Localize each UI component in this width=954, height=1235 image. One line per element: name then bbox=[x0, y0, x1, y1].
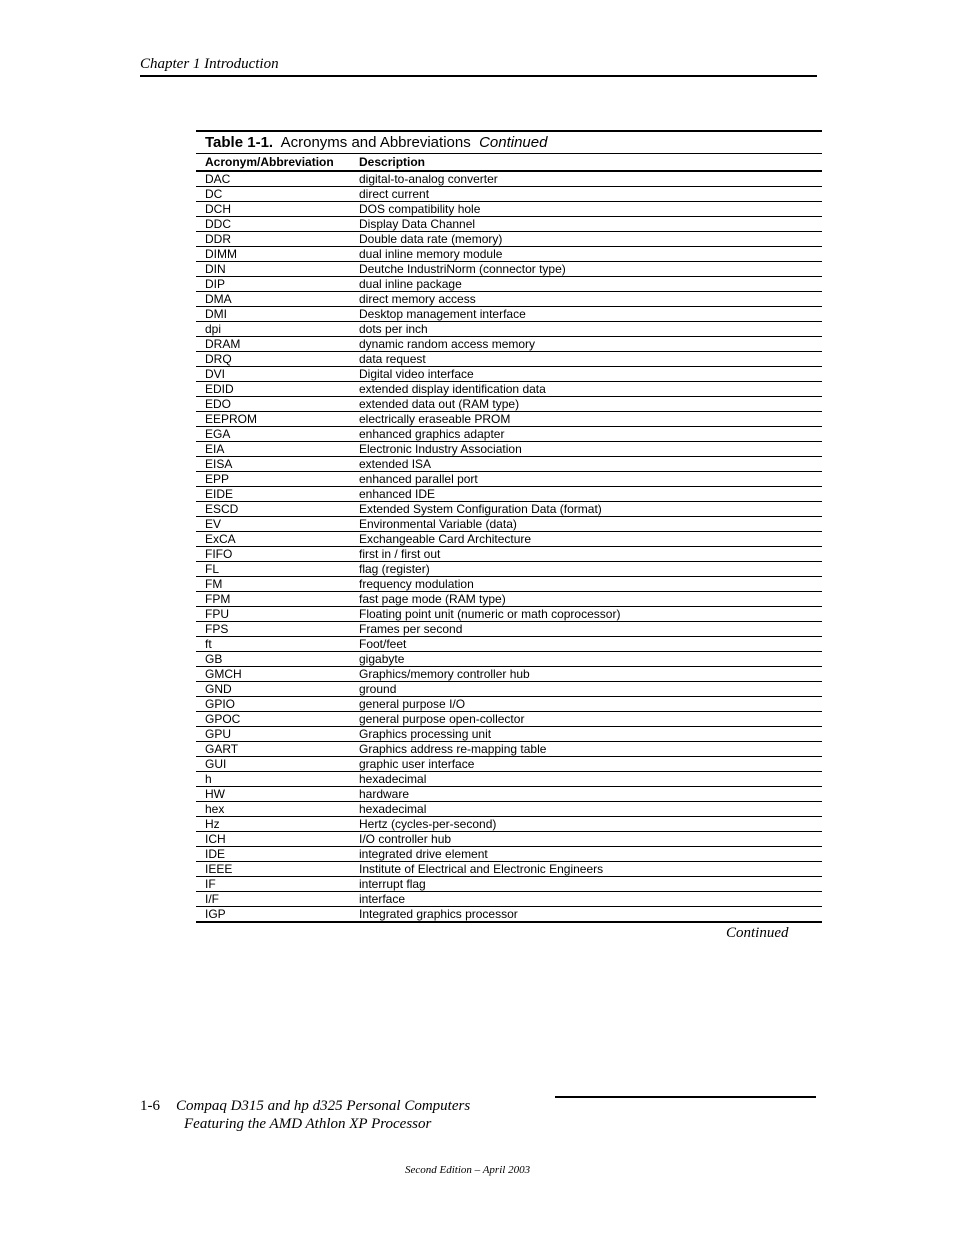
header-rule bbox=[140, 75, 817, 77]
table-row bbox=[196, 682, 822, 697]
acronym-cell: DC bbox=[205, 187, 223, 201]
acronym-cell: FPU bbox=[205, 607, 229, 621]
table-header-row bbox=[196, 153, 822, 172]
acronym-cell: DDR bbox=[205, 232, 231, 246]
table-row bbox=[196, 352, 822, 367]
description-cell: flag (register) bbox=[359, 562, 430, 576]
table-row bbox=[196, 757, 822, 772]
description-cell: Environmental Variable (data) bbox=[359, 517, 517, 531]
table-row bbox=[196, 637, 822, 652]
table-row bbox=[196, 247, 822, 262]
description-cell: Graphics/memory controller hub bbox=[359, 667, 530, 681]
edition-note: Second Edition – April 2003 bbox=[405, 1164, 531, 1176]
chapter-header: Chapter 1 Introduction bbox=[140, 56, 279, 72]
description-cell: fast page mode (RAM type) bbox=[359, 592, 506, 606]
acronym-cell: DAC bbox=[205, 172, 231, 186]
acronym-cell: EGA bbox=[205, 427, 231, 441]
description-cell: Double data rate (memory) bbox=[359, 232, 503, 246]
description-cell: first in / first out bbox=[359, 547, 441, 561]
acronym-cell: IDE bbox=[205, 847, 226, 861]
acronym-cell: DDC bbox=[205, 217, 231, 231]
description-cell: Graphics processing unit bbox=[359, 727, 492, 741]
acronym-cell: DRAM bbox=[205, 337, 241, 351]
table-row bbox=[196, 742, 822, 757]
acronym-cell: GART bbox=[205, 742, 239, 756]
acronym-cell: h bbox=[205, 772, 212, 786]
acronym-cell: dpi bbox=[205, 322, 222, 336]
table-caption bbox=[196, 132, 822, 153]
table-row bbox=[196, 847, 822, 862]
acronym-cell: EIDE bbox=[205, 487, 234, 501]
table-row bbox=[196, 697, 822, 712]
acronym-cell: EDID bbox=[205, 382, 234, 396]
acronym-cell: FIFO bbox=[205, 547, 233, 561]
description-cell: frequency modulation bbox=[359, 577, 474, 591]
description-cell: Digital video interface bbox=[359, 367, 474, 381]
acronym-cell: GMCH bbox=[205, 667, 242, 681]
table-row bbox=[196, 382, 822, 397]
table-row bbox=[196, 172, 822, 187]
description-cell: data request bbox=[359, 352, 426, 366]
acronym-cell: ExCA bbox=[205, 532, 236, 546]
acronym-cell: FL bbox=[205, 562, 220, 576]
description-cell: dots per inch bbox=[359, 322, 428, 336]
acronym-cell: GUI bbox=[205, 757, 227, 771]
acronym-cell: EPP bbox=[205, 472, 230, 486]
description-cell: enhanced parallel port bbox=[359, 472, 478, 486]
acronym-cell: GND bbox=[205, 682, 232, 696]
description-cell: general purpose I/O bbox=[359, 697, 466, 711]
acronym-cell: Hz bbox=[205, 817, 220, 831]
description-cell: dynamic random access memory bbox=[359, 337, 536, 351]
description-cell: integrated drive element bbox=[359, 847, 488, 861]
description-cell: Deutche IndustriNorm (connector type) bbox=[359, 262, 566, 276]
table-row bbox=[196, 187, 822, 202]
table-caption-continued: Continued bbox=[479, 134, 548, 151]
acronym-cell: EEPROM bbox=[205, 412, 258, 426]
description-cell: Graphics address re-mapping table bbox=[359, 742, 547, 756]
table-row bbox=[196, 577, 822, 592]
description-cell: interface bbox=[359, 892, 406, 906]
description-cell: Display Data Channel bbox=[359, 217, 476, 231]
footer-rule bbox=[555, 1096, 816, 1098]
table-row bbox=[196, 802, 822, 817]
table-row bbox=[196, 532, 822, 547]
table-row bbox=[196, 412, 822, 427]
acronym-cell: IEEE bbox=[205, 862, 233, 876]
table-row bbox=[196, 517, 822, 532]
acronym-cell: hex bbox=[205, 802, 225, 816]
description-cell: extended display identification data bbox=[359, 382, 546, 396]
acronym-cell: EISA bbox=[205, 457, 233, 471]
table-row bbox=[196, 832, 822, 847]
table-row bbox=[196, 337, 822, 352]
acronym-cell: DIP bbox=[205, 277, 226, 291]
table-row bbox=[196, 667, 822, 682]
table-row bbox=[196, 592, 822, 607]
description-cell: enhanced IDE bbox=[359, 487, 436, 501]
table-row bbox=[196, 262, 822, 277]
table-row bbox=[196, 202, 822, 217]
footer-title-line2: Featuring the AMD Athlon XP Processor bbox=[184, 1116, 432, 1132]
acronym-cell: ESCD bbox=[205, 502, 239, 516]
table-row bbox=[196, 607, 822, 622]
acronym-cell: GPIO bbox=[205, 697, 236, 711]
description-cell: Institute of Electrical and Electronic Engineers bbox=[359, 862, 604, 876]
description-cell: Frames per second bbox=[359, 622, 463, 636]
description-cell: dual inline memory module bbox=[359, 247, 503, 261]
description-cell: gigabyte bbox=[359, 652, 405, 666]
description-cell: ground bbox=[359, 682, 397, 696]
description-cell: Electronic Industry Association bbox=[359, 442, 522, 456]
description-cell: digital-to-analog converter bbox=[359, 172, 498, 186]
table-row bbox=[196, 397, 822, 412]
table-row bbox=[196, 427, 822, 442]
description-cell: interrupt flag bbox=[359, 877, 426, 891]
description-cell: Integrated graphics processor bbox=[359, 907, 518, 921]
description-cell: DOS compatibility hole bbox=[359, 202, 481, 216]
table-row bbox=[196, 277, 822, 292]
description-cell: extended data out (RAM type) bbox=[359, 397, 520, 411]
acronym-cell: EDO bbox=[205, 397, 232, 411]
acronym-cell: GPU bbox=[205, 727, 232, 741]
table-row bbox=[196, 457, 822, 472]
description-cell: Floating point unit (numeric or math coprocessor) bbox=[359, 607, 621, 621]
acronym-cell: HW bbox=[205, 787, 225, 801]
description-cell: hardware bbox=[359, 787, 410, 801]
acronym-cell: IGP bbox=[205, 907, 226, 921]
description-cell: direct memory access bbox=[359, 292, 476, 306]
description-cell: dual inline package bbox=[359, 277, 462, 291]
acronym-cell: I/F bbox=[205, 892, 219, 906]
table-row bbox=[196, 292, 822, 307]
description-cell: hexadecimal bbox=[359, 772, 427, 786]
acronym-cell: DMA bbox=[205, 292, 232, 306]
table-row bbox=[196, 547, 822, 562]
acronym-cell: FM bbox=[205, 577, 223, 591]
table-row bbox=[196, 307, 822, 322]
description-cell: general purpose open-collector bbox=[359, 712, 525, 726]
table-caption-label: Table 1-1. bbox=[205, 134, 274, 151]
table-row bbox=[196, 877, 822, 892]
description-cell: Exchangeable Card Architecture bbox=[359, 532, 532, 546]
description-cell: hexadecimal bbox=[359, 802, 427, 816]
description-cell: extended ISA bbox=[359, 457, 432, 471]
description-cell: electrically eraseable PROM bbox=[359, 412, 511, 426]
acronym-cell: ft bbox=[205, 637, 212, 651]
description-cell: Foot/feet bbox=[359, 637, 407, 651]
description-cell: enhanced graphics adapter bbox=[359, 427, 505, 441]
column-header-acronym: Acronym/Abbreviation bbox=[205, 155, 334, 169]
acronym-cell: DIMM bbox=[205, 247, 237, 261]
table-row bbox=[196, 502, 822, 517]
table-row bbox=[196, 817, 822, 832]
acronym-cell: DMI bbox=[205, 307, 227, 321]
table-row bbox=[196, 322, 822, 337]
footer-page-number: 1-6 bbox=[140, 1098, 160, 1114]
table-row bbox=[196, 892, 822, 907]
acronym-cell: DRQ bbox=[205, 352, 232, 366]
acronym-cell: DCH bbox=[205, 202, 231, 216]
table-row bbox=[196, 487, 822, 502]
column-header-description: Description bbox=[359, 155, 426, 169]
description-cell: I/O controller hub bbox=[359, 832, 452, 846]
acronym-cell: GB bbox=[205, 652, 223, 666]
acronym-cell: IF bbox=[205, 877, 216, 891]
footer-title-line1: Compaq D315 and hp d325 Personal Computers bbox=[176, 1098, 471, 1114]
acronym-cell: ICH bbox=[205, 832, 226, 846]
description-cell: graphic user interface bbox=[359, 757, 475, 771]
table-row bbox=[196, 652, 822, 667]
acronym-cell: EIA bbox=[205, 442, 225, 456]
table-row bbox=[196, 562, 822, 577]
description-cell: Extended System Configuration Data (format) bbox=[359, 502, 602, 516]
table-row bbox=[196, 622, 822, 637]
table-row bbox=[196, 712, 822, 727]
continued-note: Continued bbox=[726, 925, 789, 941]
table-row bbox=[196, 787, 822, 802]
table-body bbox=[196, 172, 822, 923]
table-row bbox=[196, 907, 822, 923]
table-row bbox=[196, 442, 822, 457]
acronym-cell: DIN bbox=[205, 262, 226, 276]
table-row bbox=[196, 472, 822, 487]
acronym-cell: FPS bbox=[205, 622, 229, 636]
table-row bbox=[196, 862, 822, 877]
description-cell: direct current bbox=[359, 187, 430, 201]
acronyms-table bbox=[196, 130, 822, 923]
acronym-cell: FPM bbox=[205, 592, 231, 606]
acronym-cell: DVI bbox=[205, 367, 226, 381]
table-row bbox=[196, 232, 822, 247]
table-row bbox=[196, 367, 822, 382]
description-cell: Desktop management interface bbox=[359, 307, 526, 321]
acronym-cell: GPOC bbox=[205, 712, 241, 726]
table-caption-title: Acronyms and Abbreviations bbox=[280, 134, 471, 151]
acronym-cell: EV bbox=[205, 517, 222, 531]
table-row bbox=[196, 727, 822, 742]
description-cell: Hertz (cycles-per-second) bbox=[359, 817, 497, 831]
table-row bbox=[196, 217, 822, 232]
table-row bbox=[196, 772, 822, 787]
